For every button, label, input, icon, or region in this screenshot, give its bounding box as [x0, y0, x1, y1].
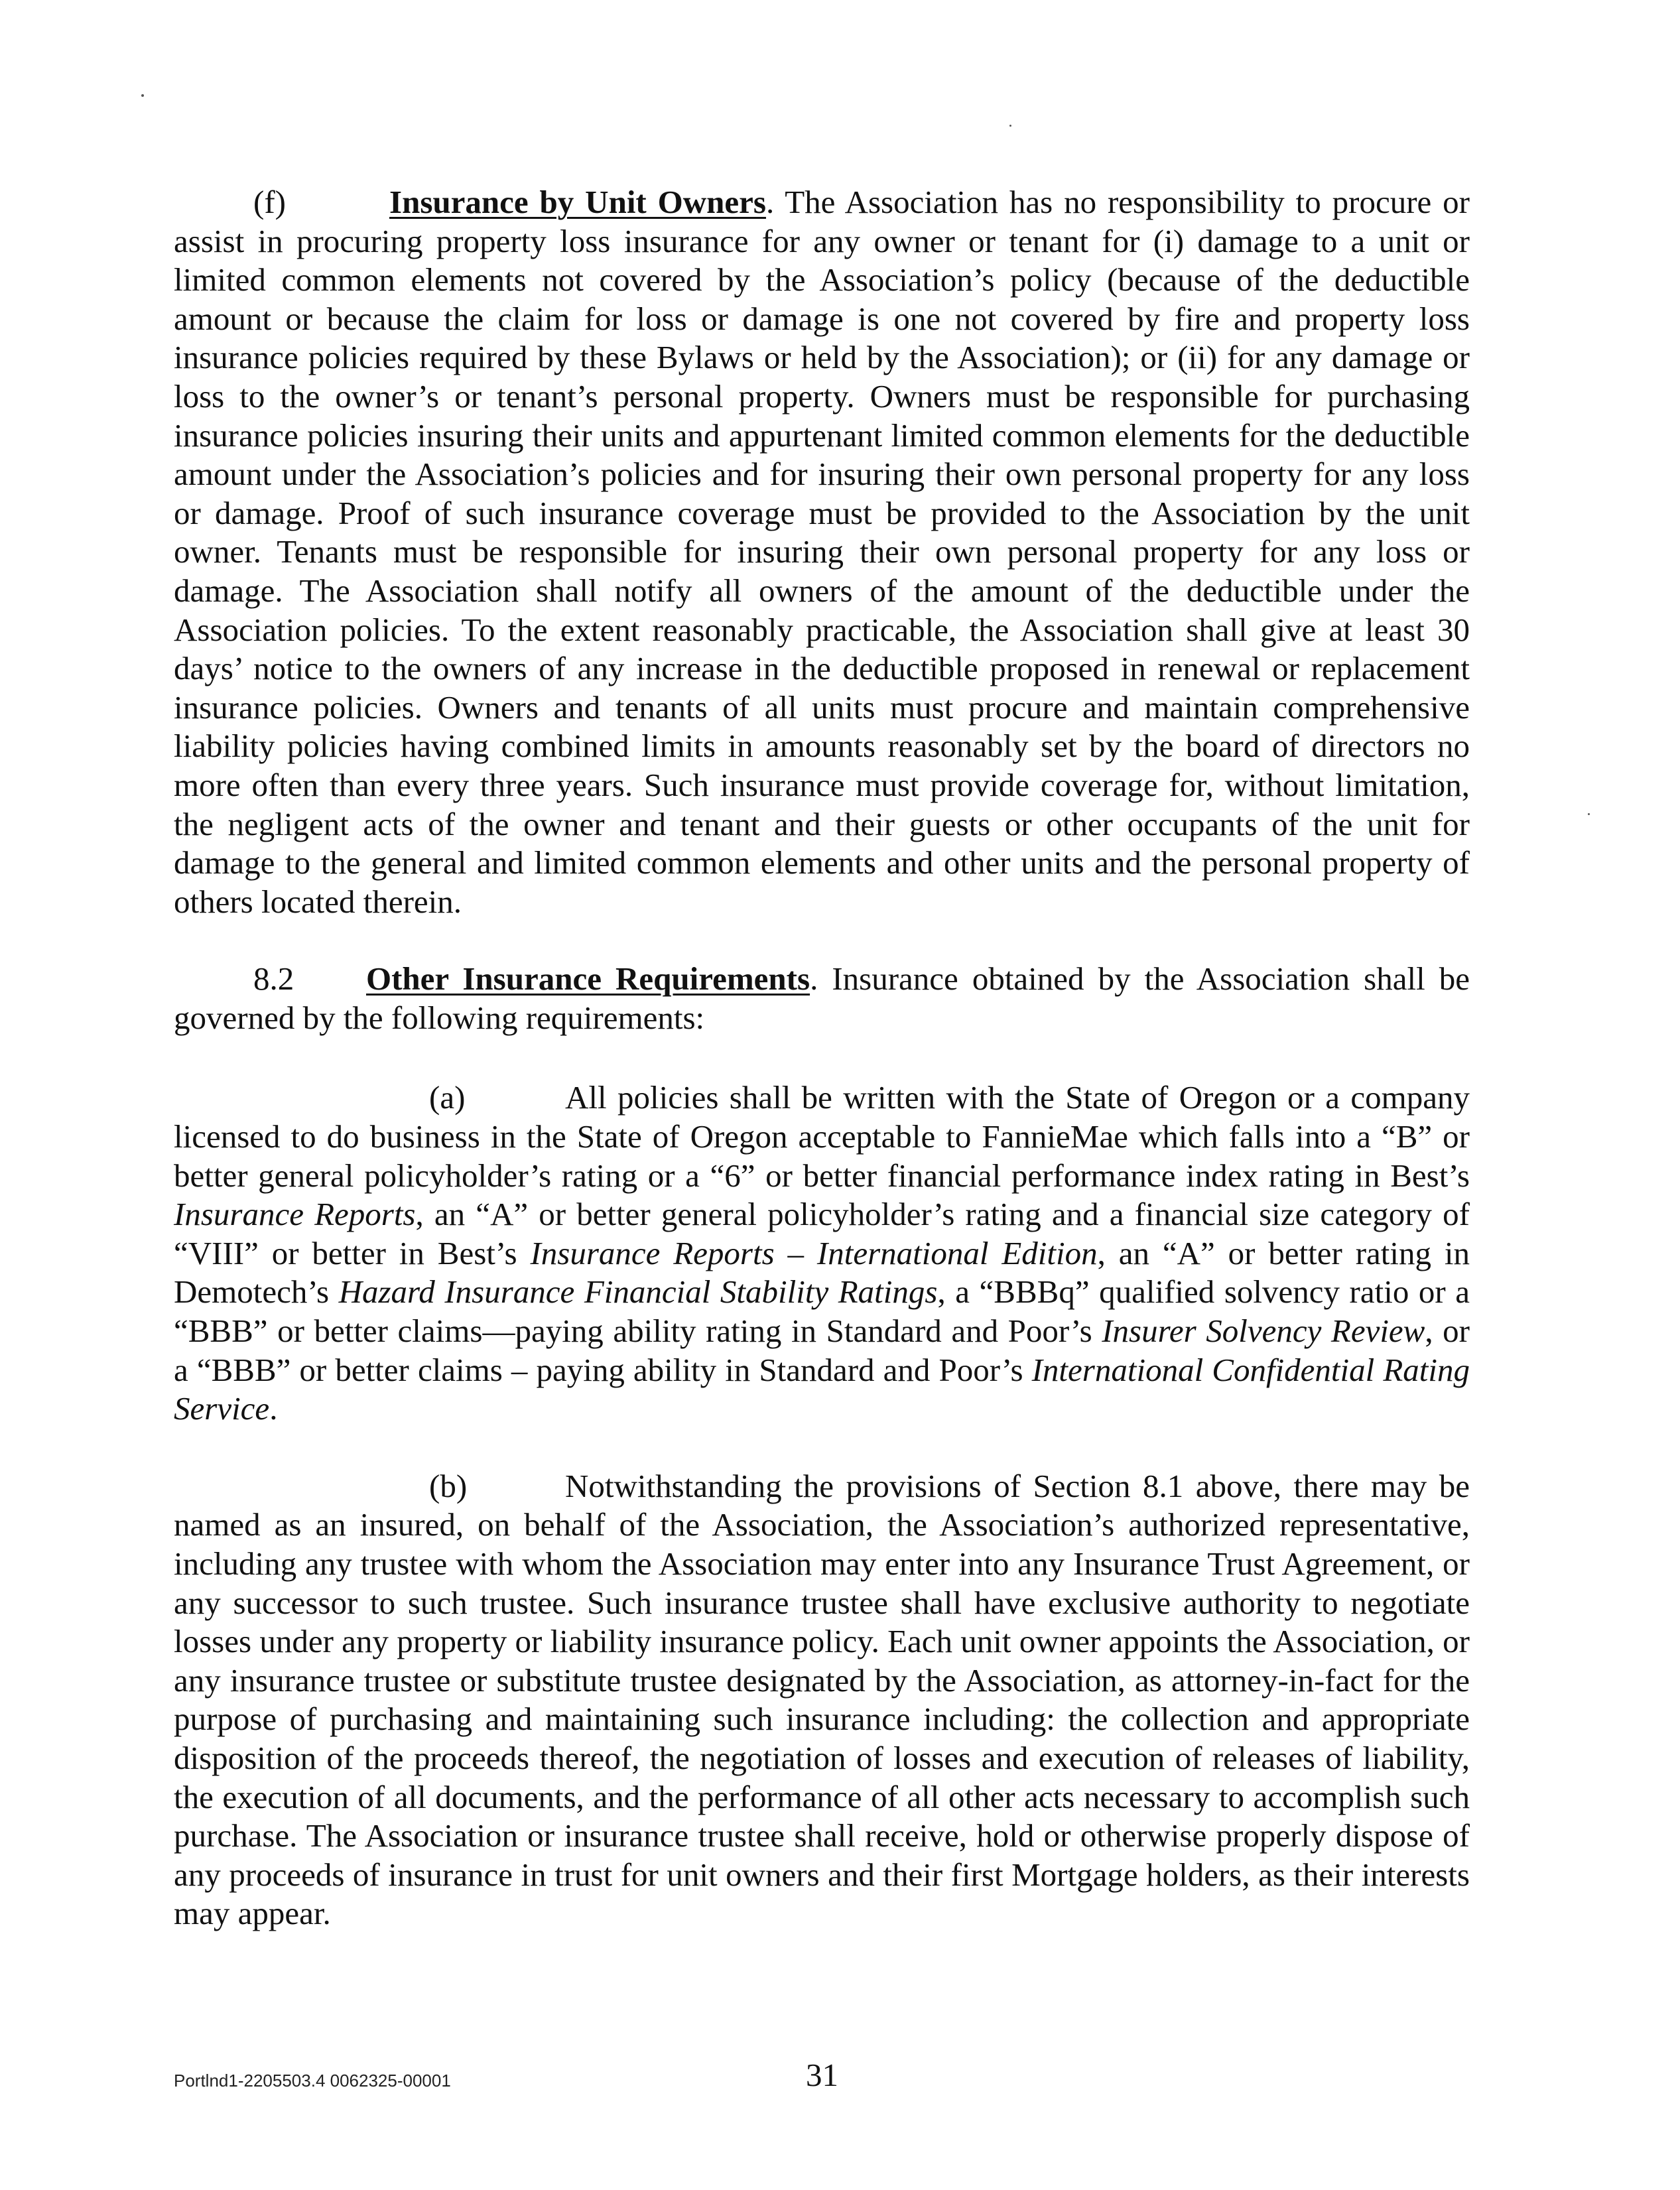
publication-title: Insurance Reports – International Edition — [530, 1234, 1098, 1271]
publication-title: Insurance Reports — [174, 1196, 416, 1233]
scan-speck — [1009, 125, 1011, 127]
paragraph-text: . The Association has no responsibility to procure or assist in procuring property loss insurance for any owner or tenant for (i) damage to a unit or limited common elements not covered by the Association’s policy (because of the deductible amount or because the claim for loss or damage is one not covered by fire and property loss insurance policies required by these Bylaws or held by the Association); or (ii) for any damage or loss to the owner’s or tenant’s personal property. Owners must be responsible for purchasing insurance policies insuring their units and appurtenant limited common elements for the deductible amount under the Association’s policies and for insuring their own personal property for any loss or damage. Proof of such insurance coverage must be provided to the Association by the unit owner. Tenants must be responsible for insuring their own personal property for any loss or damage. The Association shall notify all owners of the amount of the deductible under the Association policies. To the extent reasonably practicable, the Association shall give at least 30 days’ notice to the owners of any increase in the deductible proposed in renewal or replacement insurance policies. Owners and tenants of all units must procure and maintain comprehensive liability policies having combined limits in amounts reasonably set by the board of directors no more often than every three years. Such insurance must provide coverage for, without limitation, the negligent acts of the owner and tenant and their guests or other occupants of the unit for damage to the general and limited common elements and other units and the personal property of others located therein. — [174, 184, 1470, 920]
subsection-marker: (a) — [429, 1079, 466, 1116]
subsection-marker: (b) — [429, 1467, 468, 1504]
paragraph-text: . — [269, 1390, 278, 1427]
section-heading: Insurance by Unit Owners — [389, 184, 766, 220]
paragraph-text: , a “BBBq” qualified solvency ratio or a “BBB” or better claims—paying ability rating in Standard and Poor’s — [174, 1273, 1470, 1350]
section-marker: (f) — [253, 184, 286, 220]
document-body — [174, 183, 1470, 1933]
paragraph-text: , or a “BBB” or better claims – paying ability in Standard and Poor’s — [174, 1313, 1470, 1388]
paragraph-text: Notwithstanding the provisions of Section 8.1 above, there may be named as an insured, on behalf of the Association, the Association’s authorized representative, including any trustee with whom the Association may enter into any Insurance Trust Agreement, or any successor to such trustee. Such insurance trustee shall have exclusive authority to negotiate losses under any property or liability insurance policy. Each unit owner appoints the Association, or any insurance trustee or substitute trustee designated by the Association, as attorney-in-fact for the purpose of purchasing and maintaining such insurance including: the collection and appropriate disposition of the proceeds thereof, the negotiation of losses and execution of releases of liability, the execution of all documents, and the performance of all other acts necessary to accomplish such purchase. The Association or insurance trustee shall receive, hold or otherwise properly dispose of any proceeds of insurance in trust for unit owners and their first Mortgage holders, as their interests may appear. — [174, 1467, 1470, 1932]
document-id-footer: Portlnd1-2205503.4 0062325-00001 — [174, 2071, 451, 2091]
paragraph-text: . Insurance obtained by the Association shall be governed by the following requirements: — [174, 960, 1470, 1036]
publication-title: Insurer Solvency Review — [1102, 1313, 1425, 1350]
paragraph-named-insured — [174, 1467, 1470, 1933]
scan-speck — [1588, 813, 1590, 815]
section-heading: Other Insurance Requirements — [366, 960, 810, 998]
publication-title: International Confidential Rating Service — [174, 1351, 1470, 1427]
paragraph-text: , an “A” or better general policyholder’s rating and a financial size category of “VIII” or better in Best’s — [174, 1196, 1470, 1271]
paragraph-insurance-by-unit-owners — [174, 183, 1470, 921]
paragraph-other-insurance-requirements — [174, 960, 1470, 1037]
section-marker: 8.2 — [253, 960, 294, 998]
paragraph-text: All policies shall be written with the State of Oregon or a company licensed to do business in the State of Oregon acceptable to FannieMae which falls into a “B” or better general policyholder’s rating or a “6” or better financial performance index rating in Best’s — [174, 1079, 1470, 1194]
paragraph-policy-ratings — [174, 1078, 1470, 1428]
page-number: 31 — [806, 2057, 838, 2093]
publication-title: Hazard Insurance Financial Stability Ratings — [338, 1273, 938, 1311]
scan-speck — [141, 94, 144, 97]
paragraph-text: , an “A” or better rating in Demotech’s — [174, 1234, 1470, 1311]
